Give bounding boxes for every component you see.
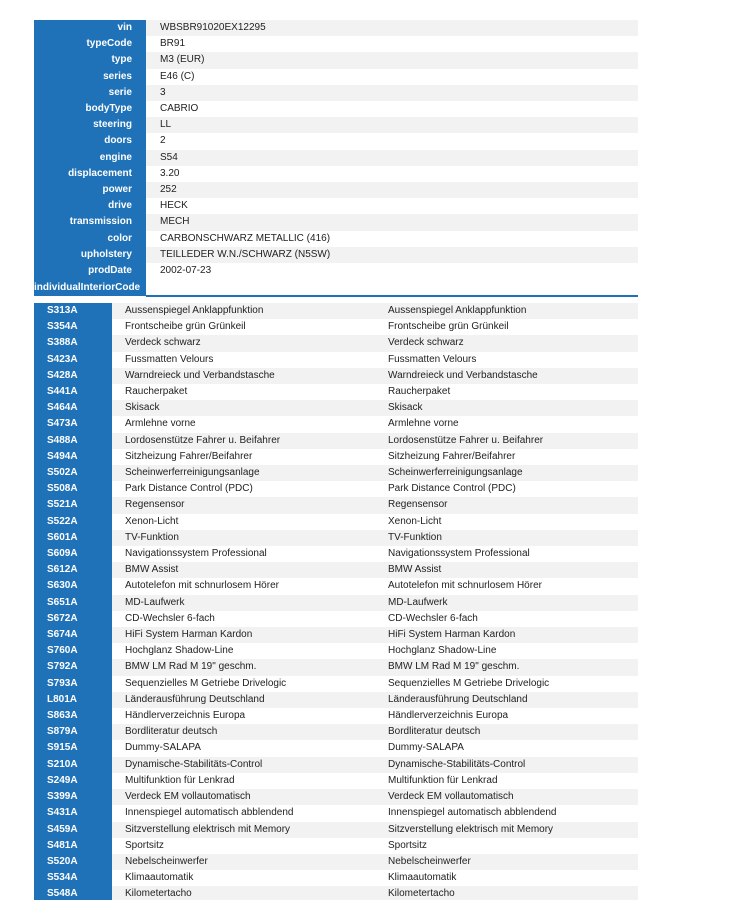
option-code: S399A — [34, 789, 112, 805]
vehicle-field-label: series — [34, 69, 146, 85]
vehicle-field-label: upholstery — [34, 247, 146, 263]
option-row — [34, 870, 638, 886]
option-description-secondary: Hochglanz Shadow-Line — [375, 643, 638, 659]
option-row — [34, 740, 638, 756]
vehicle-field-value: E46 (C) — [146, 69, 638, 85]
option-description: CD-Wechsler 6-fach — [112, 611, 375, 627]
option-row — [34, 805, 638, 821]
vehicle-field-label: power — [34, 182, 146, 198]
option-description-secondary: Verdeck schwarz — [375, 335, 638, 351]
option-description: Navigationssystem Professional — [112, 546, 375, 562]
option-description-secondary: Sportsitz — [375, 838, 638, 854]
vehicle-field-value: 2 — [146, 133, 638, 149]
vehicle-field-label: engine — [34, 150, 146, 166]
option-code: S249A — [34, 773, 112, 789]
option-description: Armlehne vorne — [112, 416, 375, 432]
option-description: Nebelscheinwerfer — [112, 854, 375, 870]
option-description: Xenon-Licht — [112, 514, 375, 530]
option-description: Händlerverzeichnis Europa — [112, 708, 375, 724]
option-description: BMW LM Rad M 19" geschm. — [112, 659, 375, 675]
option-description-secondary: Lordosenstütze Fahrer u. Beifahrer — [375, 433, 638, 449]
option-description-secondary: Regensensor — [375, 497, 638, 513]
option-row — [34, 562, 638, 578]
option-code: S879A — [34, 724, 112, 740]
option-code: S612A — [34, 562, 112, 578]
option-row — [34, 546, 638, 562]
option-row — [34, 789, 638, 805]
option-description-secondary: Händlerverzeichnis Europa — [375, 708, 638, 724]
option-description-secondary: BMW Assist — [375, 562, 638, 578]
option-code: S502A — [34, 465, 112, 481]
vehicle-field-label: color — [34, 231, 146, 247]
vehicle-field-label: individualInteriorCode — [34, 279, 146, 296]
vehicle-field-value: 252 — [146, 182, 638, 198]
option-description-secondary: Armlehne vorne — [375, 416, 638, 432]
option-code: S521A — [34, 497, 112, 513]
option-code: S428A — [34, 368, 112, 384]
option-description-secondary: Warndreieck und Verbandstasche — [375, 368, 638, 384]
vehicle-row — [34, 20, 638, 36]
vehicle-field-label: type — [34, 52, 146, 68]
vehicle-field-value: 2002-07-23 — [146, 263, 638, 279]
vehicle-row — [34, 117, 638, 133]
option-description: Verdeck schwarz — [112, 335, 375, 351]
option-description-secondary: Multifunktion für Lenkrad — [375, 773, 638, 789]
vehicle-field-label: serie — [34, 85, 146, 101]
option-description: Sportsitz — [112, 838, 375, 854]
option-code: S313A — [34, 303, 112, 319]
option-row — [34, 449, 638, 465]
option-code: S354A — [34, 319, 112, 335]
vehicle-row — [34, 166, 638, 182]
option-description: Autotelefon mit schnurlosem Hörer — [112, 578, 375, 594]
option-description: Lordosenstütze Fahrer u. Beifahrer — [112, 433, 375, 449]
vehicle-field-value: M3 (EUR) — [146, 52, 638, 68]
option-description: HiFi System Harman Kardon — [112, 627, 375, 643]
option-description-secondary: Bordliteratur deutsch — [375, 724, 638, 740]
option-code: S488A — [34, 433, 112, 449]
option-row — [34, 465, 638, 481]
option-description: Scheinwerferreinigungsanlage — [112, 465, 375, 481]
option-description: Park Distance Control (PDC) — [112, 481, 375, 497]
option-row — [34, 757, 638, 773]
option-code: S508A — [34, 481, 112, 497]
option-row — [34, 578, 638, 594]
option-row — [34, 773, 638, 789]
option-description: Länderausführung Deutschland — [112, 692, 375, 708]
option-code: S388A — [34, 335, 112, 351]
vehicle-field-value: TEILLEDER W.N./SCHWARZ (N5SW) — [146, 247, 638, 263]
option-code: S651A — [34, 595, 112, 611]
option-description: Sitzheizung Fahrer/Beifahrer — [112, 449, 375, 465]
vehicle-row — [34, 52, 638, 68]
option-row — [34, 530, 638, 546]
vehicle-field-label: prodDate — [34, 263, 146, 279]
option-description: Verdeck EM vollautomatisch — [112, 789, 375, 805]
option-description: BMW Assist — [112, 562, 375, 578]
option-description-secondary: TV-Funktion — [375, 530, 638, 546]
option-code: S548A — [34, 886, 112, 900]
option-row — [34, 854, 638, 870]
vehicle-field-value: S54 — [146, 150, 638, 166]
option-row — [34, 724, 638, 740]
vehicle-field-label: transmission — [34, 214, 146, 230]
vehicle-field-value: WBSBR91020EX12295 — [146, 20, 638, 36]
option-description: Dummy-SALAPA — [112, 740, 375, 756]
option-row — [34, 886, 638, 900]
option-row — [34, 659, 638, 675]
option-row — [34, 368, 638, 384]
vehicle-row — [34, 85, 638, 101]
option-description-secondary: Sitzverstellung elektrisch mit Memory — [375, 822, 638, 838]
option-description-secondary: Sitzheizung Fahrer/Beifahrer — [375, 449, 638, 465]
option-row — [34, 433, 638, 449]
vehicle-field-value: CABRIO — [146, 101, 638, 117]
vehicle-row — [34, 133, 638, 149]
option-row — [34, 400, 638, 416]
option-description: Fussmatten Velours — [112, 352, 375, 368]
vehicle-field-value — [146, 279, 638, 296]
option-code: S601A — [34, 530, 112, 546]
option-row — [34, 595, 638, 611]
vehicle-field-value: 3.20 — [146, 166, 638, 182]
option-row — [34, 497, 638, 513]
option-description-secondary: Dummy-SALAPA — [375, 740, 638, 756]
option-description-secondary: Frontscheibe grün Grünkeil — [375, 319, 638, 335]
vehicle-row — [34, 214, 638, 230]
option-description: Aussenspiegel Anklappfunktion — [112, 303, 375, 319]
option-row — [34, 335, 638, 351]
option-code: S520A — [34, 854, 112, 870]
option-code: S793A — [34, 676, 112, 692]
option-code: S630A — [34, 578, 112, 594]
option-code: S494A — [34, 449, 112, 465]
option-description-secondary: Kilometertacho — [375, 886, 638, 900]
option-description-secondary: Aussenspiegel Anklappfunktion — [375, 303, 638, 319]
vehicle-field-value: LL — [146, 117, 638, 133]
option-row — [34, 692, 638, 708]
option-code: S609A — [34, 546, 112, 562]
option-description: Innenspiegel automatisch abblendend — [112, 805, 375, 821]
option-code: S534A — [34, 870, 112, 886]
vehicle-field-label: drive — [34, 198, 146, 214]
vehicle-info-table — [34, 20, 638, 297]
option-description-secondary: Innenspiegel automatisch abblendend — [375, 805, 638, 821]
option-description-secondary: Xenon-Licht — [375, 514, 638, 530]
option-description: Sequenzielles M Getriebe Drivelogic — [112, 676, 375, 692]
option-description: Sitzverstellung elektrisch mit Memory — [112, 822, 375, 838]
option-description-secondary: Klimaautomatik — [375, 870, 638, 886]
option-description: Frontscheibe grün Grünkeil — [112, 319, 375, 335]
vehicle-row — [34, 101, 638, 117]
option-description-secondary: MD-Laufwerk — [375, 595, 638, 611]
option-row — [34, 384, 638, 400]
option-description-secondary: Raucherpaket — [375, 384, 638, 400]
option-row — [34, 352, 638, 368]
option-description-secondary: Scheinwerferreinigungsanlage — [375, 465, 638, 481]
vehicle-row — [34, 69, 638, 85]
option-code: S760A — [34, 643, 112, 659]
option-description: Regensensor — [112, 497, 375, 513]
option-row — [34, 514, 638, 530]
option-description: MD-Laufwerk — [112, 595, 375, 611]
option-description-secondary: Fussmatten Velours — [375, 352, 638, 368]
vehicle-field-label: typeCode — [34, 36, 146, 52]
option-row — [34, 838, 638, 854]
vehicle-row — [34, 247, 638, 263]
option-description: Bordliteratur deutsch — [112, 724, 375, 740]
option-description: TV-Funktion — [112, 530, 375, 546]
option-description-secondary: Dynamische-Stabilitäts-Control — [375, 757, 638, 773]
vehicle-field-value: 3 — [146, 85, 638, 101]
option-code: S210A — [34, 757, 112, 773]
option-description: Hochglanz Shadow-Line — [112, 643, 375, 659]
option-description: Warndreieck und Verbandstasche — [112, 368, 375, 384]
vehicle-row — [34, 36, 638, 52]
vehicle-field-label: vin — [34, 20, 146, 36]
option-row — [34, 303, 638, 319]
vehicle-field-value: MECH — [146, 214, 638, 230]
option-description: Dynamische-Stabilitäts-Control — [112, 757, 375, 773]
option-description-secondary: HiFi System Harman Kardon — [375, 627, 638, 643]
option-code: S522A — [34, 514, 112, 530]
option-description-secondary: BMW LM Rad M 19" geschm. — [375, 659, 638, 675]
vehicle-row — [34, 198, 638, 214]
option-description-secondary: Länderausführung Deutschland — [375, 692, 638, 708]
option-row — [34, 611, 638, 627]
option-description-secondary: Navigationssystem Professional — [375, 546, 638, 562]
option-code: S672A — [34, 611, 112, 627]
option-code: S473A — [34, 416, 112, 432]
option-row — [34, 481, 638, 497]
option-description-secondary: Nebelscheinwerfer — [375, 854, 638, 870]
vehicle-field-value: HECK — [146, 198, 638, 214]
option-description-secondary: Autotelefon mit schnurlosem Hörer — [375, 578, 638, 594]
option-code: S431A — [34, 805, 112, 821]
options-table — [34, 303, 638, 900]
option-code: S863A — [34, 708, 112, 724]
option-code: S441A — [34, 384, 112, 400]
option-description-secondary: Skisack — [375, 400, 638, 416]
option-code: S915A — [34, 740, 112, 756]
vehicle-field-value: BR91 — [146, 36, 638, 52]
option-code: S481A — [34, 838, 112, 854]
option-description-secondary: Park Distance Control (PDC) — [375, 481, 638, 497]
vehicle-row — [34, 279, 638, 296]
option-code: S459A — [34, 822, 112, 838]
vehicle-field-label: steering — [34, 117, 146, 133]
option-code: S792A — [34, 659, 112, 675]
option-row — [34, 319, 638, 335]
vehicle-field-label: bodyType — [34, 101, 146, 117]
option-row — [34, 708, 638, 724]
option-row — [34, 627, 638, 643]
option-description: Raucherpaket — [112, 384, 375, 400]
vehicle-field-label: displacement — [34, 166, 146, 182]
vehicle-field-value: CARBONSCHWARZ METALLIC (416) — [146, 231, 638, 247]
vehicle-row — [34, 182, 638, 198]
option-description: Klimaautomatik — [112, 870, 375, 886]
vehicle-row — [34, 263, 638, 279]
option-description-secondary: Sequenzielles M Getriebe Drivelogic — [375, 676, 638, 692]
option-description-secondary: Verdeck EM vollautomatisch — [375, 789, 638, 805]
option-description: Skisack — [112, 400, 375, 416]
option-row — [34, 676, 638, 692]
option-code: S674A — [34, 627, 112, 643]
option-row — [34, 416, 638, 432]
vehicle-row — [34, 231, 638, 247]
option-description: Kilometertacho — [112, 886, 375, 900]
option-description-secondary: CD-Wechsler 6-fach — [375, 611, 638, 627]
option-code: S423A — [34, 352, 112, 368]
vehicle-field-label: doors — [34, 133, 146, 149]
option-code: L801A — [34, 692, 112, 708]
vehicle-row — [34, 150, 638, 166]
option-code: S464A — [34, 400, 112, 416]
option-description: Multifunktion für Lenkrad — [112, 773, 375, 789]
option-row — [34, 822, 638, 838]
option-row — [34, 643, 638, 659]
